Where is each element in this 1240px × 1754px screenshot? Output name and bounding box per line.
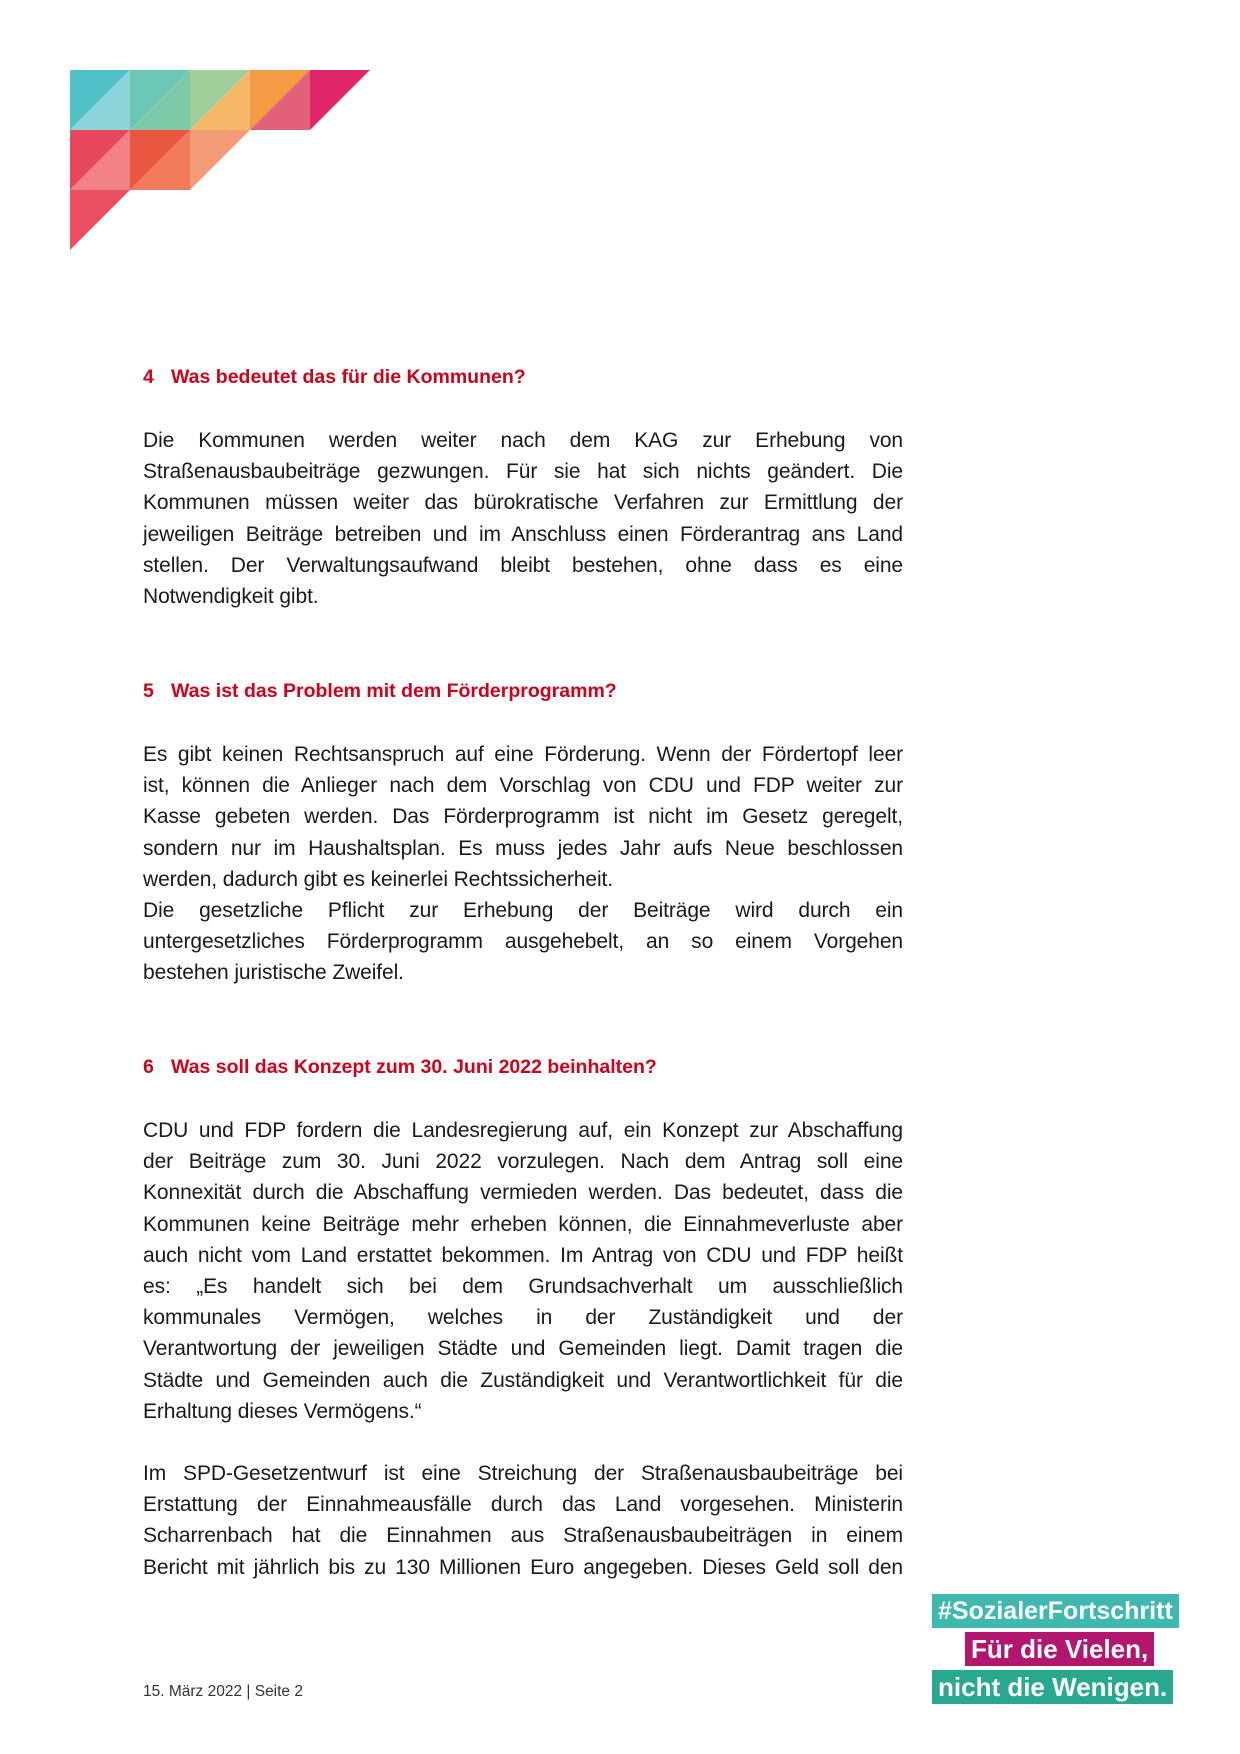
text-line: Es gibt keinen Rechtsanspruch auf eine Förderung. Wenn der Fördertopf leer [143, 743, 903, 766]
section-4 [143, 361, 903, 612]
text-line: CDU und FDP fordern die Landesregierung auf, ein Konzept zur Abschaffung [143, 1119, 903, 1142]
hashtag-line-2: Für die Vielen, [965, 1632, 1154, 1666]
section-number: 6 [143, 1056, 154, 1078]
text-line: Erhaltung dieses Vermögens.“ [143, 1399, 422, 1423]
text-line: bestehen juristische Zweifel. [143, 961, 404, 985]
section-heading [143, 361, 903, 393]
text-line: jeweiligen Beiträge betreiben und im Anschluss einen Förderantrag ans Land [143, 522, 903, 546]
text-line: stellen. Der Verwaltungsaufwand bleibt bestehen, ohne dass es eine [143, 553, 903, 577]
paragraph [143, 425, 903, 612]
hashtag-line-1: #SozialerFortschritt [932, 1594, 1179, 1628]
section-number: 5 [143, 680, 154, 702]
text-line: werden, dadurch gibt es keinerlei Rechtssicherheit. [143, 867, 613, 891]
text-line: Notwendigkeit gibt. [143, 585, 319, 609]
text-line: Kommunen müssen weiter das bürokratische Verfahren zur Ermittlung der [143, 491, 903, 515]
text-line: auch nicht vom Land erstattet bekommen. Im Antrag von CDU und FDP heißt [143, 1243, 903, 1267]
logo-triangles-graphic [70, 70, 370, 250]
section-title: Was soll das Konzept zum 30. Juni 2022 beinhalten? [171, 1056, 657, 1078]
text-line: sondern nur im Haushaltsplan. Es muss jedes Jahr aufs Neue beschlossen [143, 836, 903, 860]
paragraph [143, 1115, 903, 1427]
paragraph [143, 1458, 903, 1583]
text-line: ist, können die Anlieger nach dem Vorschlag von CDU und FDP weiter zur [143, 774, 903, 798]
text-line: Im SPD-Gesetzentwurf ist eine Streichung der Straßenausbaubeiträge bei [143, 1462, 903, 1486]
campaign-hashtag-block [932, 1594, 1182, 1704]
text-line: Die gesetzliche Pflicht zur Erhebung der Beiträge wird durch ein [143, 899, 903, 923]
paragraph [143, 895, 903, 989]
section-title: Was ist das Problem mit dem Förderprogramm? [171, 680, 617, 702]
text-line: Straßenausbaubeiträge gezwungen. Für sie hat sich nichts geändert. Die [143, 460, 903, 484]
text-line: Verantwortung der jeweiligen Städte und Gemeinden liegt. Damit tragen die [143, 1337, 903, 1361]
text-line: Konnexität durch die Abschaffung vermieden werden. Das bedeutet, dass die [143, 1181, 903, 1205]
section-title: Was bedeutet das für die Kommunen? [171, 366, 526, 388]
text-line: Kommunen keine Beiträge mehr erheben können, die Einnahmeverluste aber [143, 1212, 903, 1236]
text-line: Städte und Gemeinden auch die Zuständigkeit und Verantwortlichkeit für die [143, 1368, 903, 1392]
text-line: Erstattung der Einnahmeausfälle durch das Land vorgesehen. Ministerin [143, 1493, 903, 1517]
section-heading [143, 675, 903, 707]
text-line: untergesetzliches Förderprogramm ausgehebelt, an so einem Vorgehen [143, 930, 903, 954]
text-line: der Beiträge zum 30. Juni 2022 vorzulegen. Nach dem Antrag soll eine [143, 1150, 903, 1174]
text-line: kommunales Vermögen, welches in der Zuständigkeit und der [143, 1306, 903, 1330]
hashtag-line-3: nicht die Wenigen. [932, 1670, 1173, 1704]
text-line: es: „Es handelt sich bei dem Grundsachverhalt um ausschließlich [143, 1275, 903, 1299]
section-6 [143, 1051, 903, 1583]
section-5 [143, 675, 903, 989]
paragraph [143, 739, 903, 895]
text-line: Die Kommunen werden weiter nach dem KAG zur Erhebung von [143, 429, 903, 452]
text-line: Bericht mit jährlich bis zu 130 Millionen Euro angegeben. Dieses Geld soll den [143, 1555, 903, 1579]
footer-date-page: 15. März 2022 | Seite 2 [143, 1683, 303, 1700]
text-line: Scharrenbach hat die Einnahmen aus Straßenausbaubeiträgen in einem [143, 1524, 903, 1548]
section-heading [143, 1051, 903, 1083]
text-line: Kasse gebeten werden. Das Förderprogramm ist nicht im Gesetz geregelt, [143, 805, 903, 829]
section-number: 4 [143, 366, 154, 388]
